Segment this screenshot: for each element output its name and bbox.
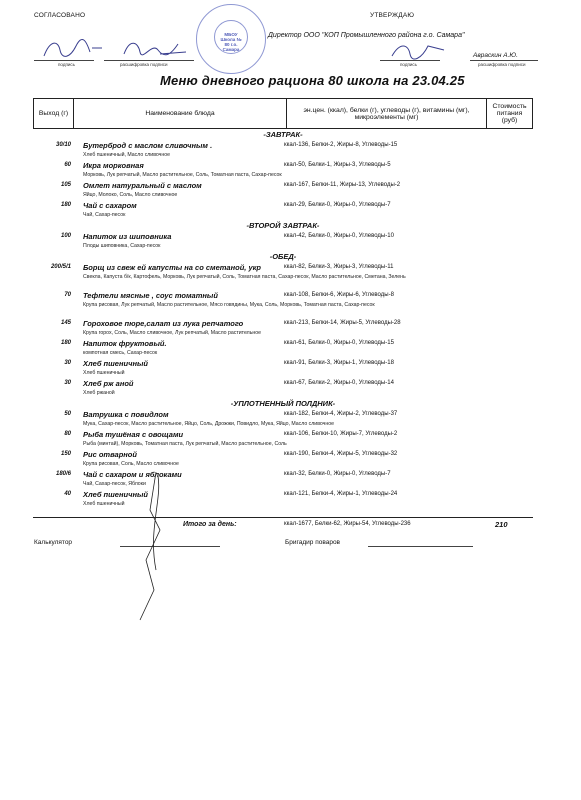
approved-right-label: УТВЕРЖДАЮ [370,12,415,19]
item-output: 105 [60,182,71,188]
item-name: Икра морковная [83,161,144,170]
item-ingredients: Мука, Сахар-песок, Масло растительное, Яйцо, Соль, Дрожжи, Повидло, Мука, Яйцо, Масло сливочное [83,421,335,427]
header-cost: Стоимость питания (руб) [487,99,533,129]
item-ingredients: компотная смесь, Сахар-песок [83,350,158,356]
right-decoding-caption: расшифровка подписи [478,62,526,67]
item-name: Хлеб рж аной [83,379,134,388]
item-output: 70 [64,292,71,298]
item-nutrition: ккал-67, Белки-2, Жиры-0, Углеводы-14 [284,380,394,386]
item-nutrition: ккал-121, Белки-4, Жиры-1, Углеводы-24 [284,491,398,497]
item-ingredients: Плоды шиповника, Сахар-песок [83,243,161,249]
item-output: 100 [60,233,71,239]
item-ingredients: Чай, Сахар-песок [83,212,126,218]
item-output: 60 [64,162,71,168]
director-name: Авраскин А.Ю. [473,52,518,59]
menu-title: Меню дневного рациона 80 школа на 23.04.25 [160,73,465,88]
item-name: Бутерброд с маслом сливочным . [83,141,213,150]
stamp-text: МБОУ Школа № 80 г.о. Самара [220,32,242,52]
item-nutrition: ккал-50, Белки-1, Жиры-3, Углеводы-5 [284,162,391,168]
right-signature-handwriting [388,40,448,62]
item-ingredients: Крупа рисовая, Лук репчатый, Масло растительное, Мясо говядины, Мука, Соль, Морковь, Томатная паста, Сахар-песок [83,302,375,308]
total-label: Итого за день: [183,521,237,528]
item-nutrition: ккал-167, Белки-11, Жиры-13, Углеводы-2 [284,182,401,188]
item-ingredients: Чай, Сахар-песок, Яблоки [83,481,146,487]
item-output: 180/6 [55,471,71,477]
item-ingredients: Яйцо, Молоко, Соль, Масло сливочное [83,192,178,198]
item-name: Хлеб пшеничный [83,490,148,499]
item-output: 50 [64,411,71,417]
item-output: 150 [60,451,71,457]
item-name: Напиток из шиповника [83,232,172,241]
item-nutrition: ккал-32, Белки-0, Жиры-0, Углеводы-7 [284,471,391,477]
item-name: Чай с сахаром и яблоками [83,470,182,479]
item-nutrition: ккал-136, Белки-2, Жиры-8, Углеводы-15 [284,142,398,148]
item-output: 180 [60,202,71,208]
item-name: Чай с сахаром [83,201,137,210]
item-name: Борщ из свеж ей капусты на со сметаной, укр [83,263,262,272]
item-name: Ватрушка с повидлом [83,410,169,419]
item-nutrition: ккал-82, Белки-3, Жиры-3, Углеводы-11 [284,264,394,270]
total-separator [33,517,533,518]
item-output: 30 [64,360,71,366]
item-name: Напиток фруктовый. [83,339,167,348]
item-name: Рис отварной [83,450,137,459]
item-ingredients: Крупа горох, Соль, Масло сливочное, Лук репчатый, Масло растительное [83,330,262,336]
item-output: 40 [64,491,71,497]
item-nutrition: ккал-190, Белки-4, Жиры-5, Углеводы-32 [284,451,398,457]
item-output: 30 [64,380,71,386]
section-title: -ЗАВТРАК- [263,130,303,139]
item-output: 180 [60,340,71,346]
item-nutrition: ккал-213, Белки-14, Жиры-5, Углеводы-28 [284,320,401,326]
left-decoding-caption: расшифровка подписи [120,62,168,67]
left-signature-caption: подпись [58,62,76,67]
item-name: Гороховое пюре,салат из лука репчатого [83,319,244,328]
item-ingredients: Хлеб пшеничный, Масло сливочное [83,152,171,158]
item-nutrition: ккал-182, Белки-4, Жиры-2, Углеводы-37 [284,411,398,417]
menu-rows [33,130,533,518]
item-ingredients: Свекла, Капуста б/к, Картофель, Морковь, Лук репчатый, Соль, Томатная паста, Сахар-песок, Масло растительное, Сметана, Зелень [83,274,406,280]
menu-table-header [33,98,533,129]
section-title: -ОБЕД- [269,252,297,261]
item-nutrition: ккал-29, Белки-0, Жиры-0, Углеводы-7 [284,202,391,208]
header-output: Выход (г) [34,99,74,129]
calculator-label: Калькулятор [34,539,73,546]
item-ingredients: Рыба (минтай), Морковь, Томатная паста, Лук репчатый, Масло растительное, Соль [83,441,287,447]
item-ingredients: Хлеб пшеничный [83,501,125,507]
item-name: Тефтели мясные , соус томатный [83,291,218,300]
item-nutrition: ккал-91, Белки-3, Жиры-1, Углеводы-18 [284,360,394,366]
item-ingredients: Крупа рисовая, Соль, Масло сливочное [83,461,179,467]
approved-left-label: СОГЛАСОВАНО [34,12,86,19]
item-output: 200/5/1 [50,264,71,270]
item-output: 145 [60,320,71,326]
total-nutrition: ккал-1677, Белки-62, Жиры-54, Углеводы-236 [284,521,411,527]
item-name: Рыба тушёная с овощами [83,430,184,439]
item-name: Хлеб пшеничный [83,359,148,368]
section-title: -ВТОРОЙ ЗАВТРАК- [246,221,320,230]
director-label: Директор ООО "КОП Промышленного района г.о. Самара" [268,32,465,39]
item-nutrition: ккал-42, Белки-0, Жиры-0, Углеводы-10 [284,233,394,239]
chef-signature-line [368,546,473,547]
item-nutrition: ккал-108, Белки-6, Жиры-6, Углеводы-8 [284,292,394,298]
item-nutrition: ккал-106, Белки-10, Жиры-7, Углеводы-2 [284,431,398,437]
item-ingredients: Морковь, Лук репчатый, Масло растительное, Соль, Томатная паста, Сахар-песок [83,172,282,178]
pen-scribble [120,470,180,630]
total-cost: 210 [495,520,508,529]
section-title: -УПЛОТНЕННЫЙ ПОЛДНИК- [230,399,336,408]
item-name: Омлет натуральный с маслом [83,181,202,190]
chef-label: Бригадир поваров [285,539,341,546]
item-output: 30/10 [55,142,71,148]
item-output: 80 [64,431,71,437]
header-dish-name: Наименование блюда [74,99,287,129]
item-ingredients: Хлеб ржаной [83,390,115,396]
right-signature-caption: подпись [400,62,418,67]
left-signatures-handwriting [40,36,190,62]
item-ingredients: Хлеб пшеничный [83,370,125,376]
right-decoding-line [470,60,538,61]
header-nutrition: эн.цен. (ккал), белки (г), углеводы (г), витамины (мг), микроэлементы (мг) [287,99,487,129]
item-nutrition: ккал-61, Белки-0, Жиры-0, Углеводы-15 [284,340,394,346]
